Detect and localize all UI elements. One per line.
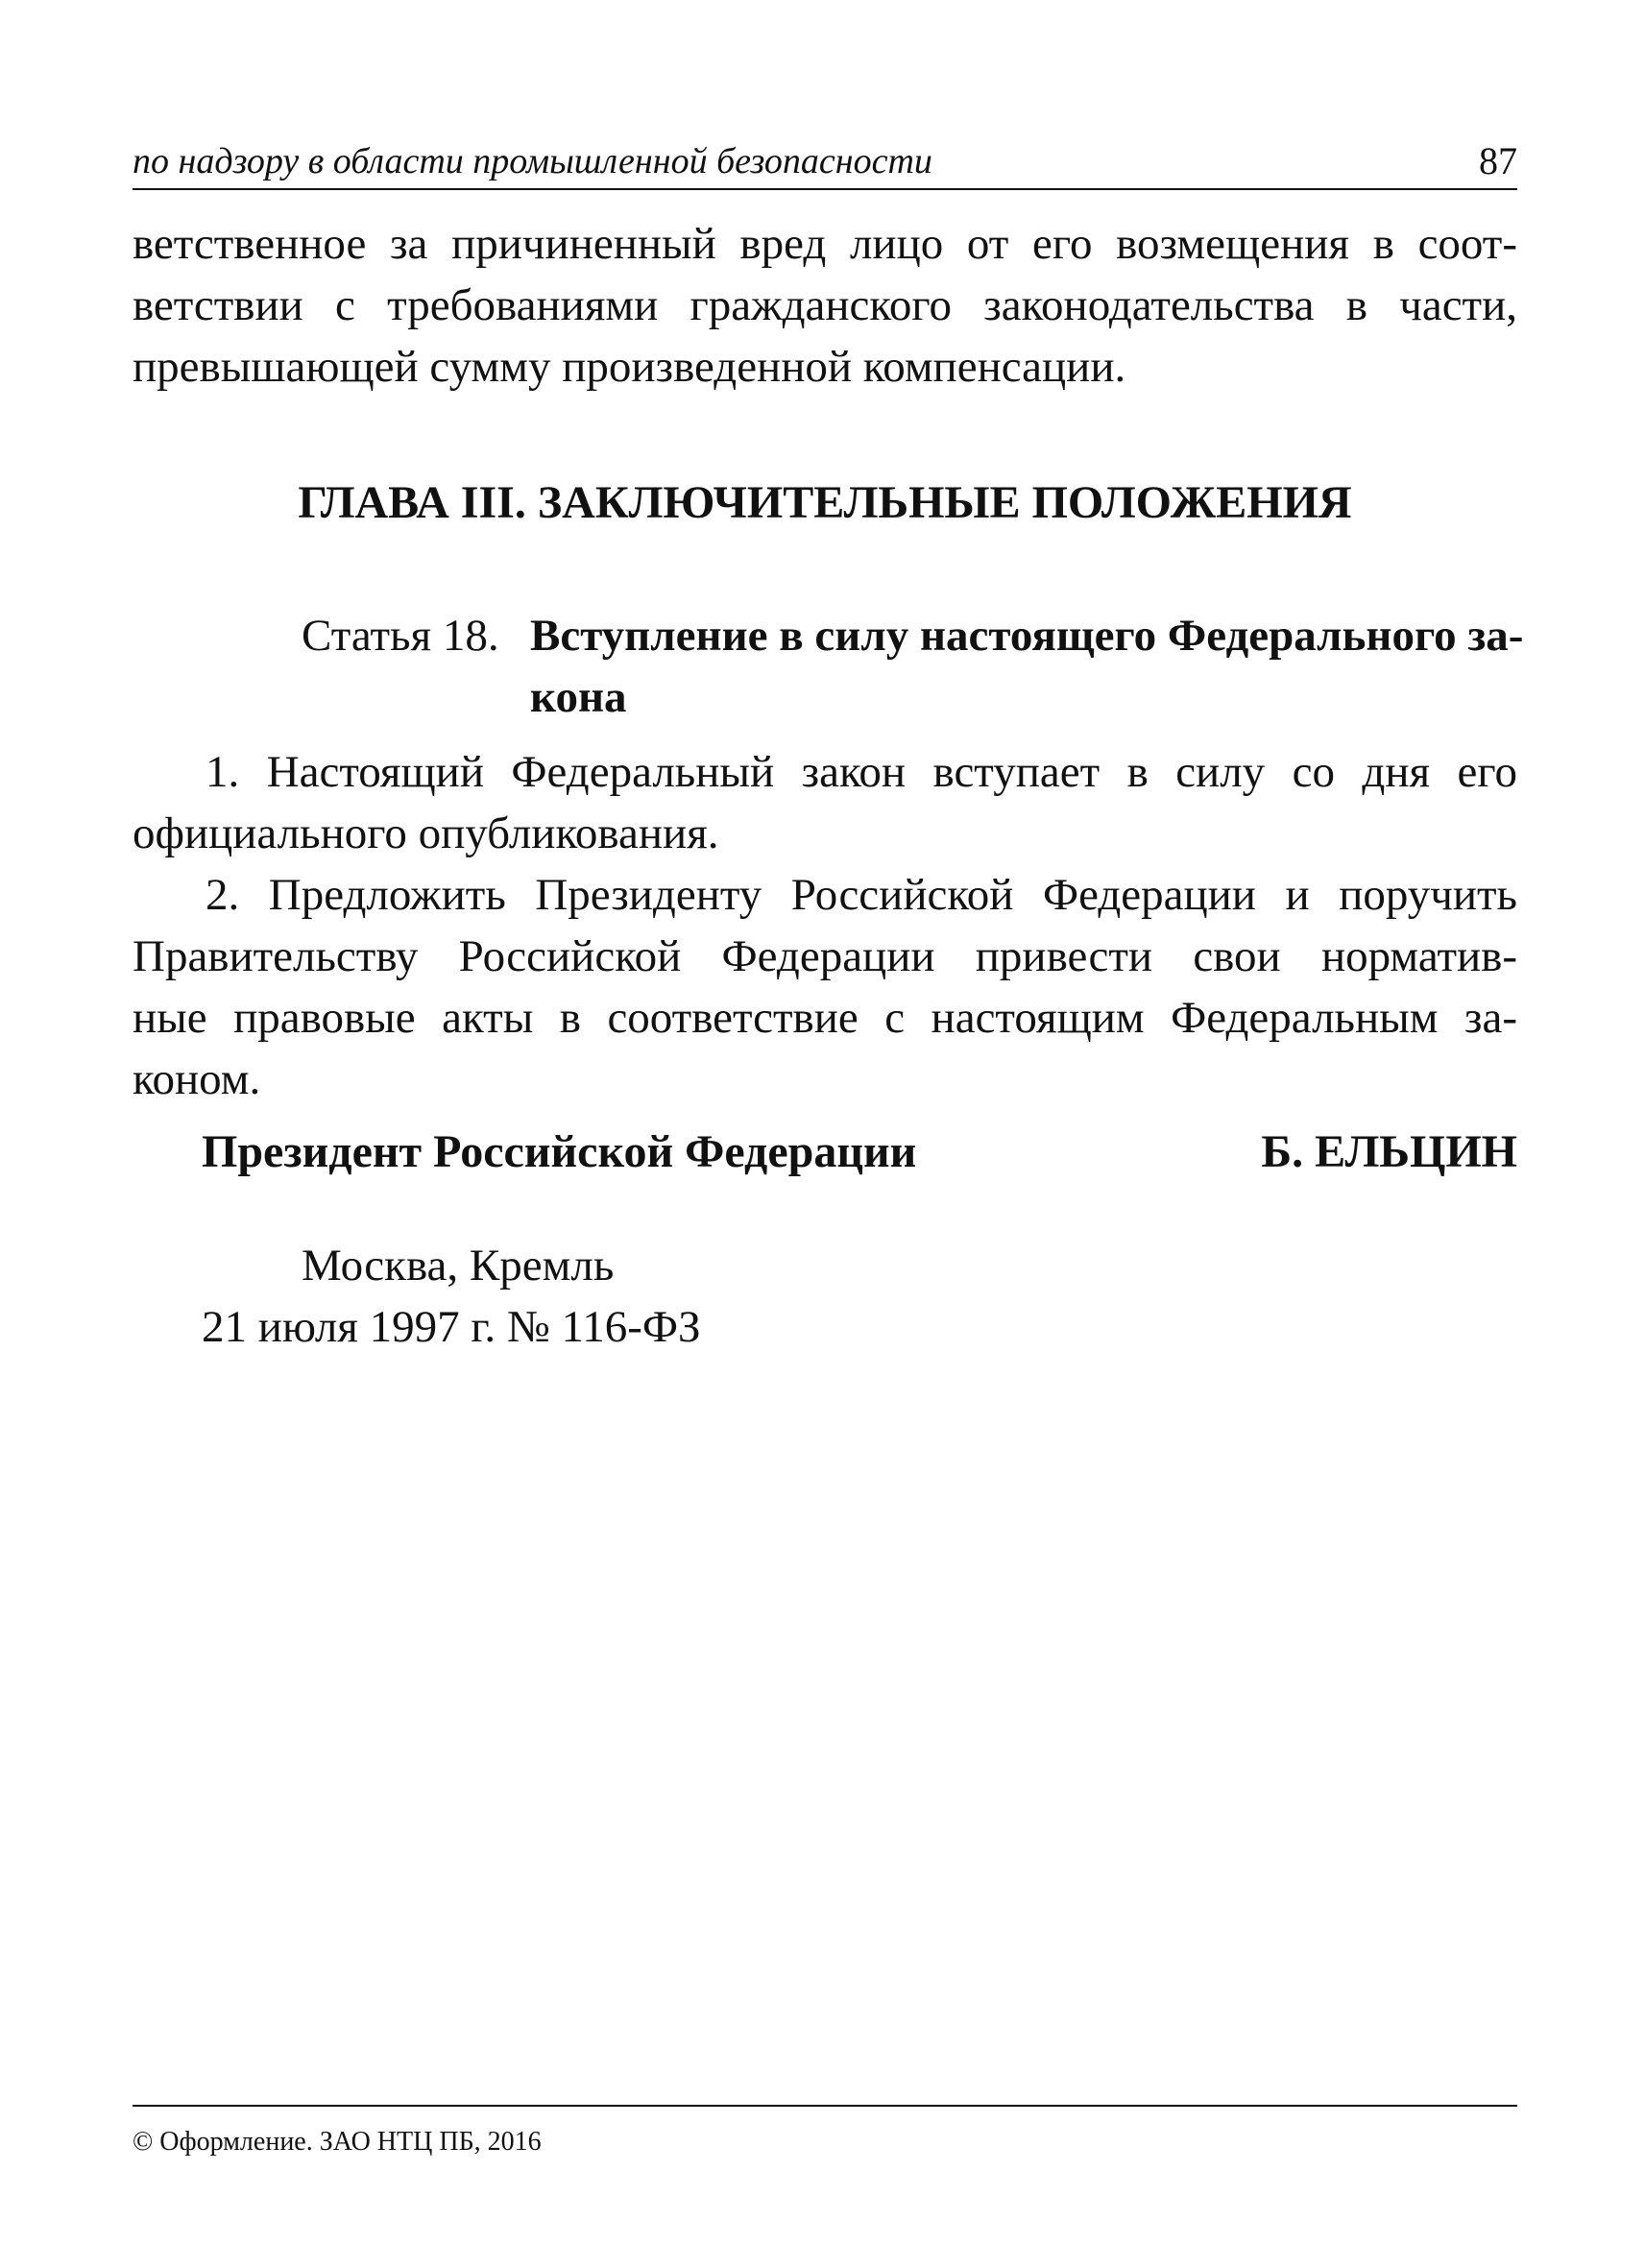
article-body [133, 741, 1517, 1110]
paragraph-1 [133, 741, 1517, 864]
copyright-note: © Оформление. ЗАО НТЦ ПБ, 2016 [133, 2127, 542, 2157]
article-heading [530, 605, 1524, 728]
page-number: 87 [1479, 139, 1517, 182]
place-of-signing: Москва, Кремль [302, 1241, 615, 1291]
article-heading-line: Вступление в силу настоящего Федерального за- [530, 611, 1524, 661]
article-label: Статья 18. [302, 611, 499, 661]
footer-divider [133, 2105, 1517, 2107]
text-line: ветственное за причиненный вред лицо от его возмещения в соот- [133, 219, 1517, 269]
law-date-number: 21 июля 1997 г. № 116-ФЗ [202, 1302, 701, 1352]
text-line: коном. [133, 1054, 261, 1104]
text-line: Правительству Российской Федерации привести свои норматив- [133, 931, 1517, 981]
text-line: ветствии с требованиями гражданского законодательства в части, [133, 280, 1517, 330]
text-line: ные правовые акты в соответствие с настоящим Федеральным за- [133, 993, 1517, 1043]
signatory-title: Президент Российской Федерации [202, 1126, 917, 1177]
text-line: 2. Предложить Президенту Российской Федерации и поручить [206, 870, 1517, 920]
running-title: по надзору в области промышленной безопасности [133, 141, 932, 181]
signatory-name: Б. ЕЛЬЦИН [1261, 1126, 1517, 1177]
paragraph-2 [133, 864, 1517, 1110]
text-line: 1. Настоящий Федеральный закон вступает в силу со дня его [206, 747, 1517, 797]
text-line: превышающей сумму произведенной компенсации. [133, 342, 1126, 392]
chapter-title: ГЛАВА III. ЗАКЛЮЧИТЕЛЬНЫЕ ПОЛОЖЕНИЯ [298, 477, 1352, 528]
signature-block [202, 1122, 1517, 1183]
running-header [133, 134, 1517, 190]
article-heading-line: кона [530, 672, 627, 722]
continued-paragraph [133, 213, 1517, 398]
text-line: официального опубликования. [133, 808, 719, 858]
